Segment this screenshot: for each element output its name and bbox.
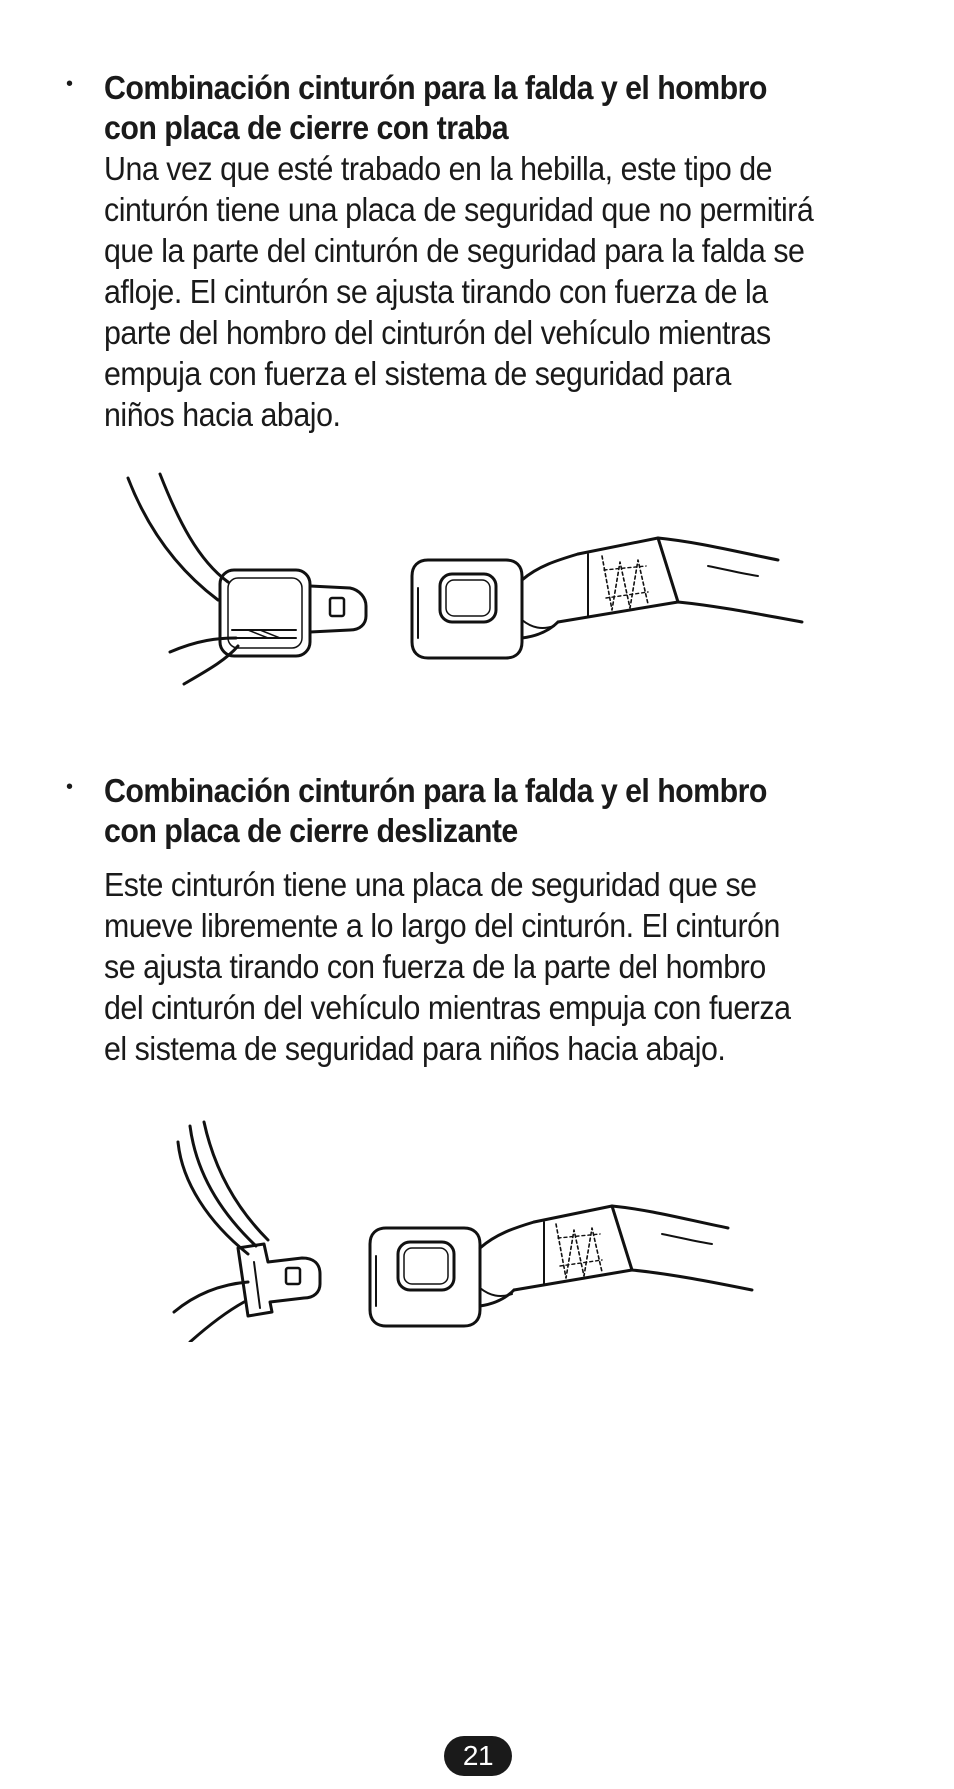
section-heading: Combinación cinturón para la falda y el hombro con placa de cierre con traba <box>104 69 767 146</box>
section-locking-latch-plate <box>66 68 906 435</box>
bullet: • <box>66 73 74 95</box>
sliding-latch-plate-illustration <box>168 1112 808 1342</box>
bullet: • <box>66 776 74 798</box>
section-heading: Combinación cinturón para la falda y el hombro con placa de cierre deslizante <box>104 772 767 849</box>
locking-latch-plate-illustration <box>118 470 838 690</box>
page-number-badge: 21 <box>444 1736 512 1776</box>
section-body: Una vez que esté trabado en la hebilla, este tipo de cinturón tiene una placa de seguridad que no permitirá que la parte del cinturón de seguridad para la falda se afloje. El cinturón se ajusta tirando con fuerza de la parte del hombro del cinturón del vehículo mientras empuja con fuerza el sistema de seguridad para niños hacia abajo. <box>104 150 814 433</box>
section-body: Este cinturón tiene una placa de seguridad que se mueve libremente a lo largo del cinturón. El cinturón se ajusta tirando con fuerza de la parte del hombro del cinturón del vehículo mientras empuja con fuerza el sistema de seguridad para niños hacia abajo. <box>104 866 791 1067</box>
section-sliding-latch-plate <box>66 771 906 1069</box>
